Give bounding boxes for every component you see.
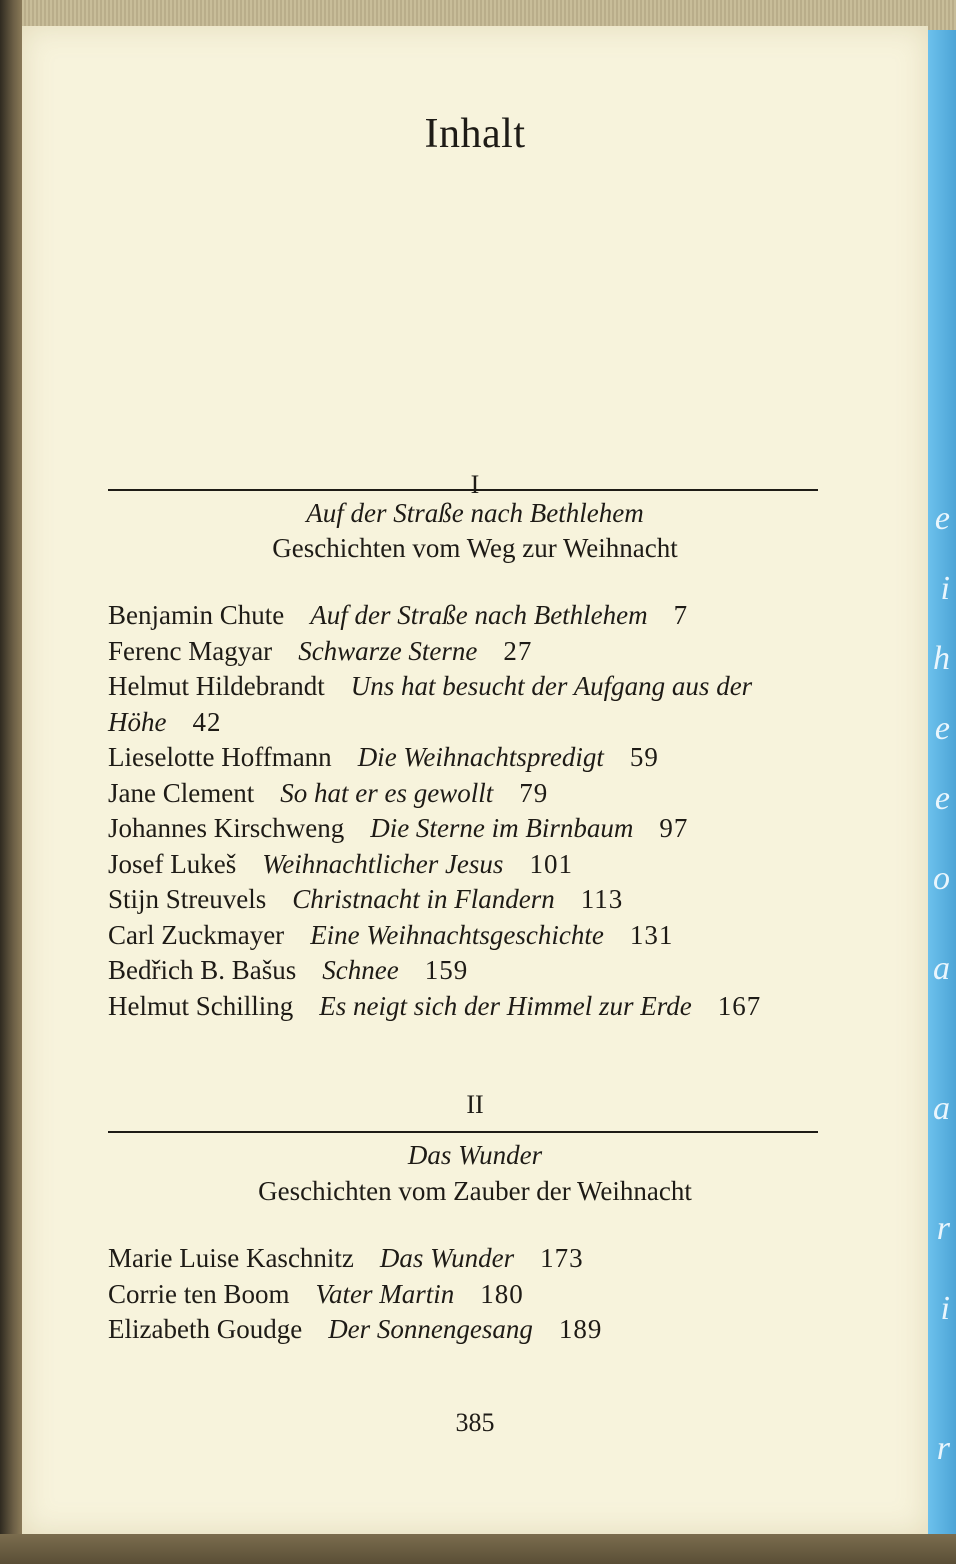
entry-author: Carl Zuckmayer <box>108 919 285 950</box>
toc-entry <box>108 811 838 847</box>
jacket-letter: i <box>940 570 950 607</box>
entry-author: Stijn Streuvels <box>108 884 267 914</box>
toc-entry <box>108 669 838 740</box>
entry-author: Helmut Hildebrandt <box>108 671 325 701</box>
toc-entry <box>108 989 838 1025</box>
entry-story-title: Vater Martin <box>315 1278 455 1309</box>
toc-entry <box>108 953 838 989</box>
jacket-letter: a <box>933 1090 950 1127</box>
section-entries <box>108 1241 838 1348</box>
entry-page-number: 173 <box>540 1243 584 1273</box>
section-title: Auf der Straße nach Bethlehem <box>306 498 644 528</box>
section-numeral: I <box>470 470 480 499</box>
entry-page-number: 131 <box>629 919 674 950</box>
entry-page-number: 113 <box>580 884 624 914</box>
toc-entry <box>108 598 838 634</box>
entry-author: Benjamin Chute <box>108 600 285 630</box>
entry-story-title: Es neigt sich der Himmel zur Erde <box>319 990 692 1021</box>
page-number: 385 <box>455 1408 495 1437</box>
entry-author: Bedřich B. Bašus <box>108 955 297 985</box>
jacket-letter: h <box>933 640 950 677</box>
jacket-letter: e <box>934 500 950 537</box>
entry-story-title: Die Weihnachtspredigt <box>357 742 604 772</box>
entry-page-number: 42 <box>192 706 222 737</box>
entry-page-number: 167 <box>717 990 762 1021</box>
jacket-letter: r <box>936 1210 950 1247</box>
toc-entry <box>108 918 838 954</box>
entry-author: Corrie ten Boom <box>108 1278 290 1309</box>
entry-story-title: Auf der Straße nach Bethlehem <box>310 600 648 630</box>
entry-author: Helmut Schilling <box>108 990 294 1021</box>
entry-story-title: Christnacht in Flandern <box>292 884 555 914</box>
page-title: Inhalt <box>424 111 526 157</box>
book-bottom-edge <box>0 1534 956 1564</box>
entry-story-title: Weihnachtlicher Jesus <box>262 848 504 879</box>
toc-entry <box>108 776 838 812</box>
entry-page-number: 159 <box>424 955 469 985</box>
toc-entry <box>108 1277 838 1313</box>
toc-entry <box>108 847 838 883</box>
entry-page-number: 97 <box>659 813 689 843</box>
entry-page-number: 59 <box>629 742 659 772</box>
entry-story-title: Das Wunder <box>379 1243 515 1273</box>
toc-entry <box>108 882 838 918</box>
entry-author: Ferenc Magyar <box>108 635 273 666</box>
entry-page-number: 180 <box>480 1278 524 1309</box>
entry-page-number: 101 <box>529 848 573 879</box>
entry-page-number: 189 <box>558 1314 603 1344</box>
entry-story-title: Eine Weihnachtsgeschichte <box>310 919 604 950</box>
toc-entry <box>108 1312 838 1348</box>
jacket-letter: i <box>940 1290 950 1327</box>
toc-entry <box>108 740 838 776</box>
section-rule <box>108 1131 818 1133</box>
entry-story-title: Uns hat besucht der Aufgang aus der Höhe <box>108 671 753 737</box>
entry-page-number: 27 <box>503 635 533 666</box>
entry-story-title: Die Sterne im Birnbaum <box>370 813 634 843</box>
section-subtitle: Geschichten vom Weg zur Weihnacht <box>272 533 678 563</box>
entry-page-number: 79 <box>519 777 549 808</box>
entry-story-title: Der Sonnengesang <box>328 1314 533 1344</box>
toc-entry <box>108 1241 838 1277</box>
jacket-letter: e <box>934 710 950 747</box>
jacket-letter: a <box>933 950 950 987</box>
entry-author: Lieselotte Hoffmann <box>108 742 332 772</box>
section-rule <box>108 489 818 491</box>
entry-author: Jane Clement <box>108 777 255 808</box>
entry-author: Elizabeth Goudge <box>108 1314 303 1344</box>
section-subtitle: Geschichten vom Zauber der Weihnacht <box>258 1176 692 1206</box>
entry-author: Johannes Kirschweng <box>108 813 345 843</box>
book-page <box>22 26 928 1534</box>
section-entries <box>108 598 838 1024</box>
jacket-letter: r <box>936 1430 950 1467</box>
entry-page-number: 7 <box>673 600 689 630</box>
entry-story-title: Schnee <box>322 955 399 985</box>
entry-story-title: Schwarze Sterne <box>298 635 478 666</box>
entry-story-title: So hat er es gewollt <box>280 777 494 808</box>
book-binding <box>0 0 22 1564</box>
entry-author: Josef Lukeš <box>108 848 237 879</box>
section-title: Das Wunder <box>407 1140 543 1170</box>
section-numeral: II <box>466 1090 484 1119</box>
entry-author: Marie Luise Kaschnitz <box>108 1243 354 1273</box>
jacket-letter: o <box>933 860 950 897</box>
jacket-letter: e <box>934 780 950 817</box>
toc-entry <box>108 634 838 670</box>
